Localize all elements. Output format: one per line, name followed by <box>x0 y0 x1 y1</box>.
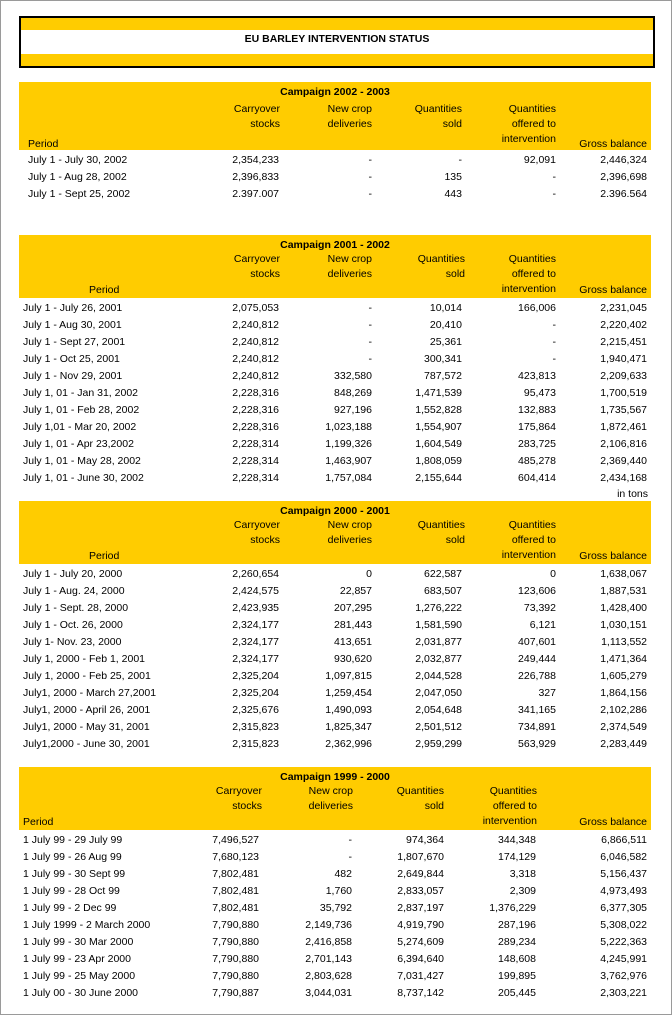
header-new-crop-deliveries: New crop deliveries <box>327 103 372 130</box>
cell-new-crop-deliveries: 1,490,093 <box>325 704 372 716</box>
cell-carryover-stocks: 2.397.007 <box>232 188 279 200</box>
cell-quantities-offered: 175,864 <box>518 421 556 433</box>
cell-carryover-stocks: 2,240,812 <box>232 319 279 331</box>
cell-period: 1 July 99 - 26 Aug 99 <box>23 851 122 863</box>
cell-new-crop-deliveries: 848,269 <box>334 387 372 399</box>
campaign-title: Campaign 1999 - 2000 <box>280 771 390 783</box>
header-quantities-sold: Quantities sold <box>396 785 444 812</box>
report-title-box <box>19 16 655 68</box>
table-row <box>19 583 651 600</box>
header-carryover-stocks: Carryover stocks <box>233 103 280 130</box>
header-gross-balance: Gross balance <box>579 550 647 562</box>
cell-quantities-sold: 8,737,142 <box>397 987 444 999</box>
table-row <box>19 900 651 917</box>
cell-period: July 1 - Sept 27, 2001 <box>23 336 126 348</box>
cell-new-crop-deliveries: 413,651 <box>334 636 372 648</box>
cell-period: July 1, 01 - Apr 23,2002 <box>23 438 134 450</box>
cell-quantities-offered: 95,473 <box>523 387 556 399</box>
cell-carryover-stocks: 2,075,053 <box>232 302 279 314</box>
cell-quantities-sold: 135 <box>444 171 462 183</box>
table-row <box>19 651 651 668</box>
cell-quantities-sold: 1,581,590 <box>415 619 462 631</box>
header-quantities-offered: Quantities offered to intervention <box>482 785 537 827</box>
table-row <box>19 702 651 719</box>
header-quantities-offered: Quantities offered to intervention <box>501 519 556 561</box>
cell-quantities-sold: 683,507 <box>424 585 462 597</box>
cell-new-crop-deliveries: 930,620 <box>334 653 372 665</box>
cell-gross-balance: 1,428,400 <box>600 602 647 614</box>
cell-quantities-offered: 174,129 <box>498 851 536 863</box>
cell-period: July 1 - Aug. 24, 2000 <box>23 585 125 597</box>
cell-new-crop-deliveries: - <box>348 851 352 863</box>
cell-quantities-offered: 1,376,229 <box>489 902 536 914</box>
cell-quantities-sold: 622,587 <box>424 568 462 580</box>
cell-quantities-sold: 1,276,222 <box>415 602 462 614</box>
cell-new-crop-deliveries: 2,803,628 <box>305 970 352 982</box>
cell-gross-balance: 2,369,440 <box>600 455 647 467</box>
table-row <box>19 453 651 470</box>
cell-new-crop-deliveries: 1,259,454 <box>325 687 372 699</box>
table-row <box>19 169 651 186</box>
table-row <box>19 334 651 351</box>
table-row <box>19 883 651 900</box>
table-row <box>19 668 651 685</box>
header-gross-balance: Gross balance <box>579 284 647 296</box>
cell-carryover-stocks: 2,228,316 <box>232 404 279 416</box>
cell-carryover-stocks: 2,424,575 <box>232 585 279 597</box>
table-row <box>19 849 651 866</box>
campaign-table <box>19 82 651 203</box>
units-note: in tons <box>617 488 648 500</box>
table-row <box>19 917 651 934</box>
cell-new-crop-deliveries: 3,044,031 <box>305 987 352 999</box>
table-row <box>19 832 651 849</box>
cell-quantities-offered: 341,165 <box>518 704 556 716</box>
header-quantities-sold: Quantities sold <box>417 253 465 280</box>
cell-gross-balance: 2,102,286 <box>600 704 647 716</box>
cell-gross-balance: 2,215,451 <box>600 336 647 348</box>
cell-quantities-sold: 787,572 <box>424 370 462 382</box>
cell-period: July 1 - Sept 25, 2002 <box>28 188 131 200</box>
cell-period: July 1,01 - Mar 20, 2002 <box>23 421 137 433</box>
cell-carryover-stocks: 2,240,812 <box>232 353 279 365</box>
cell-gross-balance: 1,605,279 <box>600 670 647 682</box>
cell-gross-balance: 4,973,493 <box>600 885 647 897</box>
header-quantities-offered: Quantities offered to intervention <box>501 103 556 145</box>
cell-period: July 1 - Sept. 28, 2000 <box>23 602 129 614</box>
cell-quantities-offered: 2,309 <box>509 885 536 897</box>
cell-new-crop-deliveries: 281,443 <box>334 619 372 631</box>
cell-gross-balance: 2,106,816 <box>600 438 647 450</box>
table-row <box>19 934 651 951</box>
header-new-crop-deliveries: New crop deliveries <box>308 785 353 812</box>
cell-period: July 1 - Nov 29, 2001 <box>23 370 123 382</box>
table-row <box>19 985 651 1002</box>
cell-gross-balance: 2,231,045 <box>600 302 647 314</box>
cell-new-crop-deliveries: - <box>368 302 372 314</box>
cell-gross-balance: 5,222,363 <box>600 936 647 948</box>
campaign-rows <box>19 830 651 1002</box>
cell-carryover-stocks: 7,790,887 <box>212 987 259 999</box>
cell-quantities-offered: 327 <box>538 687 556 699</box>
cell-quantities-offered: 148,608 <box>498 953 536 965</box>
cell-gross-balance: 1,864,156 <box>600 687 647 699</box>
cell-new-crop-deliveries: 1,199,326 <box>325 438 372 450</box>
cell-quantities-offered: 563,929 <box>518 738 556 750</box>
cell-new-crop-deliveries: 207,295 <box>334 602 372 614</box>
cell-gross-balance: 2,283,449 <box>600 738 647 750</box>
cell-gross-balance: 6,377,305 <box>600 902 647 914</box>
cell-quantities-offered: - <box>552 336 556 348</box>
cell-period: 1 July 99 - 25 May 2000 <box>23 970 136 982</box>
cell-quantities-sold: 2,047,050 <box>415 687 462 699</box>
cell-carryover-stocks: 7,802,481 <box>212 885 259 897</box>
cell-quantities-offered: 423,813 <box>518 370 556 382</box>
cell-gross-balance: 1,638,067 <box>600 568 647 580</box>
cell-new-crop-deliveries: 1,760 <box>325 885 352 897</box>
cell-new-crop-deliveries: 1,463,907 <box>325 455 372 467</box>
cell-new-crop-deliveries: 22,857 <box>339 585 372 597</box>
table-row <box>19 152 651 169</box>
campaign-title: Campaign 2001 - 2002 <box>280 239 390 251</box>
cell-new-crop-deliveries: - <box>348 834 352 846</box>
table-row <box>19 719 651 736</box>
table-row <box>19 385 651 402</box>
cell-quantities-sold: 4,919,790 <box>397 919 444 931</box>
table-row <box>19 600 651 617</box>
cell-quantities-sold: 974,364 <box>406 834 444 846</box>
cell-period: 1 July 99 - 28 Oct 99 <box>23 885 120 897</box>
cell-carryover-stocks: 2,354,233 <box>232 154 279 166</box>
cell-quantities-offered: 287,196 <box>498 919 536 931</box>
header-carryover-stocks: Carryover stocks <box>233 253 280 280</box>
cell-gross-balance: 2,374,549 <box>600 721 647 733</box>
cell-gross-balance: 2,220,402 <box>600 319 647 331</box>
cell-gross-balance: 1,030,151 <box>600 619 647 631</box>
campaign-header <box>19 235 651 298</box>
cell-carryover-stocks: 2,324,177 <box>232 636 279 648</box>
cell-period: July 1 - Oct. 26, 2000 <box>23 619 123 631</box>
cell-quantities-offered: 123,606 <box>518 585 556 597</box>
cell-new-crop-deliveries: - <box>368 319 372 331</box>
cell-quantities-offered: 289,234 <box>498 936 536 948</box>
campaign-table <box>19 767 651 1002</box>
header-carryover-stocks: Carryover stocks <box>233 519 280 546</box>
cell-period: 1 July 00 - 30 June 2000 <box>23 987 138 999</box>
table-row <box>19 368 651 385</box>
header-gross-balance: Gross balance <box>579 816 647 828</box>
cell-new-crop-deliveries: 1,825,347 <box>325 721 372 733</box>
header-carryover-stocks: Carryover stocks <box>215 785 262 812</box>
cell-quantities-sold: 7,031,427 <box>397 970 444 982</box>
cell-period: July1, 2000 - April 26, 2001 <box>23 704 151 716</box>
cell-new-crop-deliveries: 1,097,815 <box>325 670 372 682</box>
header-new-crop-deliveries: New crop deliveries <box>327 519 372 546</box>
cell-quantities-offered: 199,895 <box>498 970 536 982</box>
cell-quantities-sold: 10,014 <box>429 302 462 314</box>
cell-period: July 1 - July 20, 2000 <box>23 568 123 580</box>
cell-carryover-stocks: 7,790,880 <box>212 970 259 982</box>
header-period: Period <box>89 284 120 296</box>
cell-gross-balance: 6,046,582 <box>600 851 647 863</box>
cell-new-crop-deliveries: 2,149,736 <box>305 919 352 931</box>
cell-gross-balance: 1,735,567 <box>600 404 647 416</box>
cell-carryover-stocks: 2,423,935 <box>232 602 279 614</box>
table-row <box>19 351 651 368</box>
cell-carryover-stocks: 2,324,177 <box>232 619 279 631</box>
cell-new-crop-deliveries: - <box>368 336 372 348</box>
header-quantities-sold: Quantities sold <box>417 519 465 546</box>
cell-carryover-stocks: 7,802,481 <box>212 868 259 880</box>
campaign-title: Campaign 2002 - 2003 <box>280 86 390 98</box>
cell-carryover-stocks: 2,228,316 <box>232 421 279 433</box>
campaign-rows <box>19 298 651 487</box>
cell-gross-balance: 1,113,552 <box>601 636 647 648</box>
table-row <box>19 186 651 203</box>
cell-quantities-sold: 443 <box>444 188 462 200</box>
cell-new-crop-deliveries: - <box>368 154 372 166</box>
cell-quantities-sold: - <box>458 154 462 166</box>
table-row <box>19 419 651 436</box>
table-row <box>19 566 651 583</box>
table-row <box>19 317 651 334</box>
cell-carryover-stocks: 7,802,481 <box>212 902 259 914</box>
cell-gross-balance: 3,762,976 <box>600 970 647 982</box>
cell-quantities-sold: 2,501,512 <box>415 721 462 733</box>
cell-quantities-offered: 249,444 <box>518 653 556 665</box>
campaign-title: Campaign 2000 - 2001 <box>280 505 390 517</box>
cell-quantities-sold: 2,054,648 <box>415 704 462 716</box>
cell-quantities-sold: 2,833,057 <box>397 885 444 897</box>
campaign-header <box>19 767 651 830</box>
cell-gross-balance: 4,245,991 <box>600 953 647 965</box>
cell-period: July 1- Nov. 23, 2000 <box>23 636 122 648</box>
cell-period: 1 July 1999 - 2 March 2000 <box>23 919 151 931</box>
cell-quantities-sold: 2,044,528 <box>415 670 462 682</box>
cell-carryover-stocks: 2,228,314 <box>232 455 279 467</box>
table-row <box>19 736 651 753</box>
cell-new-crop-deliveries: 927,196 <box>334 404 372 416</box>
cell-period: July 1, 01 - May 28, 2002 <box>23 455 141 467</box>
cell-gross-balance: 2,446,324 <box>600 154 647 166</box>
cell-quantities-offered: - <box>552 188 556 200</box>
cell-carryover-stocks: 7,790,880 <box>212 953 259 965</box>
cell-quantities-offered: 407,601 <box>518 636 556 648</box>
cell-new-crop-deliveries: 35,792 <box>319 902 352 914</box>
cell-quantities-sold: 300,341 <box>424 353 462 365</box>
header-period: Period <box>23 816 54 828</box>
cell-carryover-stocks: 2,325,204 <box>232 687 279 699</box>
cell-new-crop-deliveries: 1,023,188 <box>325 421 372 433</box>
campaign-header <box>19 82 651 150</box>
cell-quantities-offered: - <box>552 353 556 365</box>
campaign-rows <box>19 564 651 753</box>
cell-carryover-stocks: 2,260,654 <box>232 568 279 580</box>
cell-quantities-sold: 25,361 <box>429 336 462 348</box>
cell-quantities-offered: 0 <box>550 568 556 580</box>
cell-quantities-offered: 485,278 <box>518 455 556 467</box>
cell-period: July 1 - July 26, 2001 <box>23 302 123 314</box>
cell-quantities-sold: 1,471,539 <box>415 387 462 399</box>
cell-gross-balance: 5,308,022 <box>600 919 647 931</box>
cell-period: July 1, 01 - Jan 31, 2002 <box>23 387 138 399</box>
campaign-table <box>19 235 651 500</box>
cell-period: July1, 2000 - May 31, 2001 <box>23 721 150 733</box>
cell-period: 1 July 99 - 2 Dec 99 <box>23 902 117 914</box>
header-period: Period <box>89 550 120 562</box>
table-row <box>19 951 651 968</box>
cell-period: July 1, 2000 - Feb 25, 2001 <box>23 670 151 682</box>
cell-new-crop-deliveries: - <box>368 188 372 200</box>
cell-period: July1, 2000 - March 27,2001 <box>23 687 157 699</box>
cell-quantities-sold: 1,807,670 <box>397 851 444 863</box>
cell-quantities-offered: - <box>552 319 556 331</box>
cell-carryover-stocks: 2,228,316 <box>232 387 279 399</box>
cell-carryover-stocks: 2,228,314 <box>232 438 279 450</box>
cell-carryover-stocks: 2,315,823 <box>232 721 279 733</box>
cell-quantities-sold: 1,554,907 <box>415 421 462 433</box>
cell-quantities-offered: 205,445 <box>498 987 536 999</box>
cell-quantities-sold: 6,394,640 <box>397 953 444 965</box>
cell-period: 1 July 99 - 23 Apr 2000 <box>23 953 131 965</box>
table-row <box>19 402 651 419</box>
cell-carryover-stocks: 2,325,204 <box>232 670 279 682</box>
table-row <box>19 866 651 883</box>
cell-gross-balance: 1,872,461 <box>600 421 647 433</box>
table-row <box>19 436 651 453</box>
cell-period: 1 July 99 - 29 July 99 <box>23 834 123 846</box>
cell-gross-balance: 1,940,471 <box>600 353 647 365</box>
table-row <box>19 685 651 702</box>
cell-gross-balance: 2,303,221 <box>600 987 647 999</box>
campaign-table <box>19 501 651 753</box>
cell-gross-balance: 5,156,437 <box>600 868 647 880</box>
cell-quantities-sold: 5,274,609 <box>397 936 444 948</box>
campaign-rows <box>19 150 651 203</box>
cell-quantities-sold: 1,552,828 <box>415 404 462 416</box>
cell-carryover-stocks: 2,240,812 <box>232 336 279 348</box>
cell-quantities-sold: 2,959,299 <box>415 738 462 750</box>
cell-carryover-stocks: 2,324,177 <box>232 653 279 665</box>
cell-quantities-sold: 2,155,644 <box>415 472 462 484</box>
table-row <box>19 470 651 487</box>
cell-new-crop-deliveries: - <box>368 171 372 183</box>
cell-new-crop-deliveries: 2,416,858 <box>305 936 352 948</box>
cell-quantities-offered: 604,414 <box>518 472 556 484</box>
cell-carryover-stocks: 2,315,823 <box>232 738 279 750</box>
cell-gross-balance: 1,887,531 <box>600 585 647 597</box>
cell-quantities-offered: 283,725 <box>518 438 556 450</box>
cell-gross-balance: 1,471,364 <box>600 653 647 665</box>
title-band-bottom <box>21 54 653 66</box>
cell-carryover-stocks: 2,325,676 <box>232 704 279 716</box>
cell-quantities-sold: 1,808,059 <box>415 455 462 467</box>
cell-gross-balance: 2.396.564 <box>600 188 647 200</box>
cell-new-crop-deliveries: - <box>368 353 372 365</box>
cell-quantities-offered: 3,318 <box>509 868 536 880</box>
cell-quantities-sold: 20,410 <box>429 319 462 331</box>
cell-new-crop-deliveries: 2,701,143 <box>305 953 352 965</box>
cell-quantities-offered: 6,121 <box>529 619 556 631</box>
cell-carryover-stocks: 7,496,527 <box>212 834 259 846</box>
cell-carryover-stocks: 7,790,880 <box>212 919 259 931</box>
cell-period: July1,2000 - June 30, 2001 <box>23 738 150 750</box>
cell-quantities-sold: 1,604,549 <box>415 438 462 450</box>
cell-carryover-stocks: 2,396,833 <box>232 171 279 183</box>
cell-quantities-offered: 226,788 <box>518 670 556 682</box>
cell-carryover-stocks: 2,228,314 <box>232 472 279 484</box>
table-row <box>19 617 651 634</box>
cell-quantities-offered: 344,348 <box>498 834 536 846</box>
cell-quantities-offered: 73,392 <box>523 602 556 614</box>
cell-period: July 1 - Oct 25, 2001 <box>23 353 120 365</box>
header-quantities-sold: Quantities sold <box>414 103 462 130</box>
cell-new-crop-deliveries: 482 <box>334 868 352 880</box>
cell-quantities-offered: 166,006 <box>518 302 556 314</box>
campaign-header <box>19 501 651 564</box>
table-row <box>19 968 651 985</box>
cell-carryover-stocks: 7,790,880 <box>212 936 259 948</box>
cell-quantities-sold: 2,031,877 <box>415 636 462 648</box>
cell-quantities-offered: 734,891 <box>518 721 556 733</box>
table-row <box>19 634 651 651</box>
cell-period: 1 July 99 - 30 Sept 99 <box>23 868 126 880</box>
cell-gross-balance: 2,434,168 <box>600 472 647 484</box>
cell-gross-balance: 6,866,511 <box>601 834 647 846</box>
cell-quantities-offered: 132,883 <box>518 404 556 416</box>
cell-carryover-stocks: 2,240,812 <box>232 370 279 382</box>
cell-period: July 1 - July 30, 2002 <box>28 154 128 166</box>
cell-period: July 1 - Aug 30, 2001 <box>23 319 122 331</box>
cell-period: 1 July 99 - 30 Mar 2000 <box>23 936 134 948</box>
cell-new-crop-deliveries: 0 <box>366 568 372 580</box>
cell-new-crop-deliveries: 2,362,996 <box>325 738 372 750</box>
header-gross-balance: Gross balance <box>579 138 647 150</box>
report-title: EU BARLEY INTERVENTION STATUS <box>244 33 430 45</box>
cell-quantities-offered: 92,091 <box>523 154 556 166</box>
cell-period: July 1, 01 - Feb 28, 2002 <box>23 404 140 416</box>
title-band-top <box>21 18 653 30</box>
cell-quantities-offered: - <box>552 171 556 183</box>
cell-new-crop-deliveries: 332,580 <box>334 370 372 382</box>
cell-carryover-stocks: 7,680,123 <box>212 851 259 863</box>
header-period: Period <box>28 138 59 150</box>
cell-period: July 1, 01 - June 30, 2002 <box>23 472 144 484</box>
cell-quantities-sold: 2,837,197 <box>397 902 444 914</box>
table-row <box>19 300 651 317</box>
cell-gross-balance: 1,700,519 <box>600 387 647 399</box>
cell-quantities-sold: 2,649,844 <box>397 868 444 880</box>
header-new-crop-deliveries: New crop deliveries <box>327 253 372 280</box>
cell-period: July 1 - Aug 28, 2002 <box>28 171 127 183</box>
cell-gross-balance: 2,209,633 <box>600 370 647 382</box>
cell-new-crop-deliveries: 1,757,084 <box>325 472 372 484</box>
cell-period: July 1, 2000 - Feb 1, 2001 <box>23 653 145 665</box>
cell-quantities-sold: 2,032,877 <box>415 653 462 665</box>
cell-gross-balance: 2,396,698 <box>600 171 647 183</box>
header-quantities-offered: Quantities offered to intervention <box>501 253 556 295</box>
